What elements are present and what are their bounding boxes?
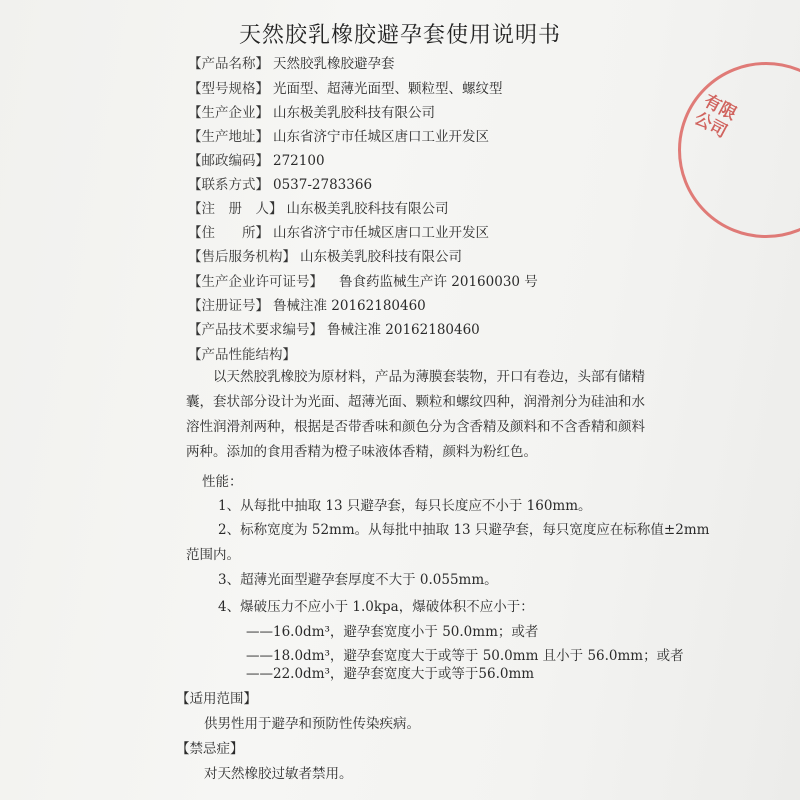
field-registration-number: 【注册证号】 鲁械注准 20162180460 bbox=[188, 298, 426, 314]
contraindication-text: 对天然橡胶过敏者禁用。 bbox=[204, 766, 353, 782]
field-postal-code: 【邮政编码】 272100 bbox=[188, 153, 325, 169]
performance-item-4: 4、爆破压力不应小于 1.0kpa，爆破体积不应小于： bbox=[218, 599, 534, 615]
field-license-number: 【生产企业许可证号】 鲁食药监械生产许 20160030 号 bbox=[188, 274, 538, 290]
performance-sub-1: ——16.0dm³，避孕套宽度小于 50.0mm；或者 bbox=[246, 624, 539, 640]
field-product-name: 【产品名称】 天然胶乳橡胶避孕套 bbox=[188, 56, 395, 72]
scope-text: 供男性用于避孕和预防性传染疾病。 bbox=[204, 716, 420, 732]
scope-heading: 【适用范围】 bbox=[176, 691, 257, 707]
contraindication-heading: 【禁忌症】 bbox=[176, 741, 244, 757]
field-structure-heading: 【产品性能结构】 bbox=[188, 347, 296, 363]
field-production-address: 【生产地址】 山东省济宁市任城区唐口工业开发区 bbox=[188, 129, 489, 145]
field-after-sales: 【售后服务机构】 山东极美乳胶科技有限公司 bbox=[188, 249, 462, 265]
performance-item-2: 2、标称宽度为 52mm。从每批中抽取 13 只避孕套，每只宽度应在标称值±2mm bbox=[218, 522, 710, 538]
field-residence: 【住 所】 山东省济宁市任城区唐口工业开发区 bbox=[188, 225, 489, 241]
document-title: 天然胶乳橡胶避孕套使用说明书 bbox=[238, 23, 561, 48]
red-seal-stamp bbox=[678, 62, 800, 238]
structure-paragraph: 以天然胶乳橡胶为原材料，产品为薄膜套装物，开口有卷边，头部有储精囊，套状部分设计为光面、超薄光面、颗粒和螺纹四种，润滑剂分为硅油和水溶性润滑剂两种，根据是否带香味和颜色分为含香精及颜料和不含香精和颜料两种。添加的食用香精为橙子味液体香精，颜料为粉红色。 bbox=[186, 369, 645, 460]
performance-sub-2: ——18.0dm³，避孕套宽度大于或等于 50.0mm 且小于 56.0mm；或者 bbox=[246, 648, 684, 664]
field-registrant: 【注 册 人】 山东极美乳胶科技有限公司 bbox=[188, 201, 449, 217]
red-seal-text: 有限公司 bbox=[690, 90, 740, 143]
performance-sub-3: ——22.0dm³，避孕套宽度大于或等于56.0mm bbox=[246, 666, 535, 682]
field-contact: 【联系方式】 0537-2783366 bbox=[188, 177, 373, 193]
field-manufacturer: 【生产企业】 山东极美乳胶科技有限公司 bbox=[188, 105, 435, 121]
field-tech-requirement-number: 【产品技术要求编号】 鲁械注准 20162180460 bbox=[188, 322, 480, 338]
field-model-spec: 【型号规格】 光面型、超薄光面型、颗粒型、螺纹型 bbox=[188, 81, 503, 97]
performance-item-2-cont: 范围内。 bbox=[186, 547, 240, 563]
performance-item-3: 3、超薄光面型避孕套厚度不大于 0.055mm。 bbox=[218, 572, 498, 588]
performance-heading: 性能： bbox=[202, 474, 243, 490]
performance-item-1: 1、从每批中抽取 13 只避孕套，每只长度应不小于 160mm。 bbox=[218, 498, 592, 514]
